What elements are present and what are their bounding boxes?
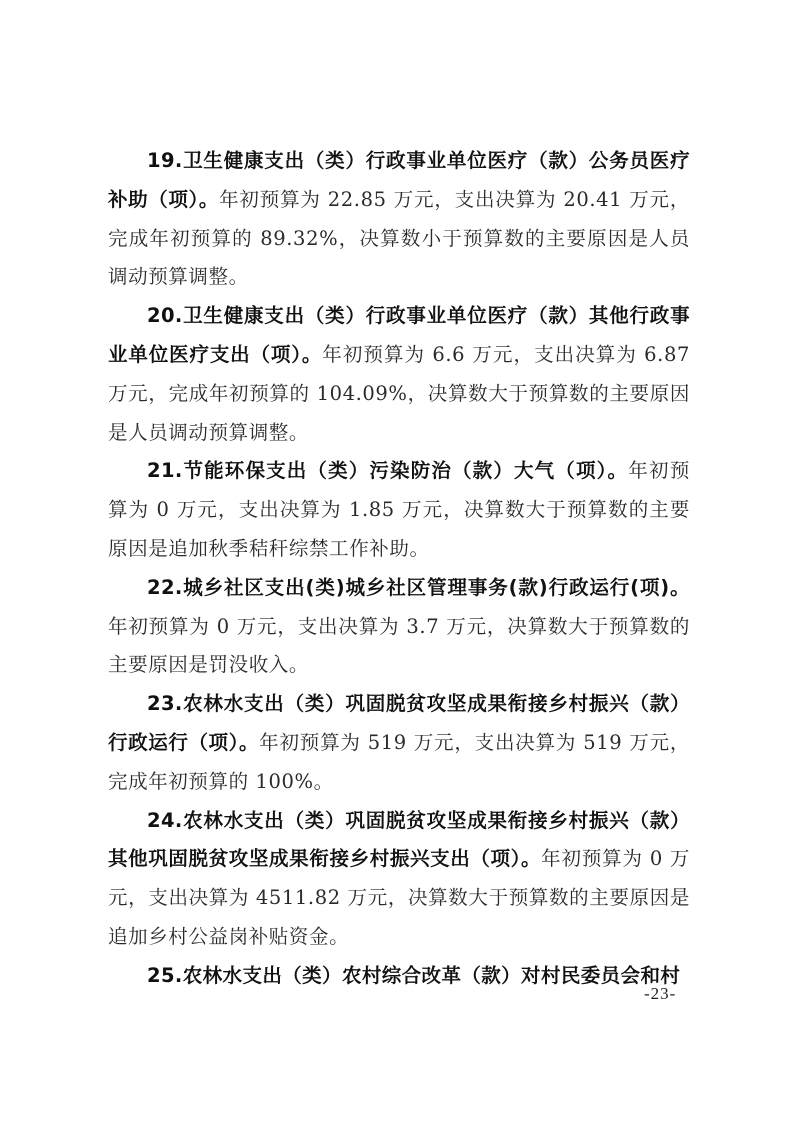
paragraph-24 [108,802,690,957]
item-text: 年初预算为 22.85 万元，支出决算为 20.41 万元，完成年初预算的 89.32%，决算数小于预算数的主要原因是人员调动预算调整。 [108,187,690,289]
item-heading: 25.农林水支出（类）农村综合改革（款）对村民委员会和村 [147,963,681,987]
item-text: 年初预算为 519 万元，支出决算为 519 万元，完成年初预算的 100%。 [108,730,690,793]
item-text: 年初预算为 0 万元，支出决算为 3.7 万元，决算数大于预算数的主要原因是罚没收入。 [108,614,690,677]
item-heading: 23.农林水支出（类）巩固脱贫攻坚成果衔接乡村振兴（款）行政运行（项）。 [108,692,690,754]
paragraph-23 [108,685,690,801]
paragraph-21 [108,452,690,568]
item-heading: 20.卫生健康支出（类）行政事业单位医疗（款）其他行政事业单位医疗支出（项）。 [108,304,690,366]
page-number: -23- [644,984,677,1003]
item-heading: 24.农林水支出（类）巩固脱贫攻坚成果衔接乡村振兴（款）其他巩固脱贫攻坚成果衔接乡村振兴支出（项）。 [108,808,690,871]
paragraph-20 [108,297,690,452]
paragraph-22 [108,569,690,685]
item-text: 年初预算为 0 万元，支出决算为 4511.82 万元，决算数大于预算数的主要原因是追加乡村公益岗补贴资金。 [108,847,690,948]
item-heading: 22.城乡社区支出(类)城乡社区管理事务(款)行政运行(项)。 [147,575,690,599]
paragraph-19 [108,142,690,297]
paragraph-25 [108,957,690,996]
item-heading: 21.节能环保支出（类）污染防治（款）大气（项）。 [147,459,629,483]
item-text: 年初预算为 0 万元，支出决算为 1.85 万元，决算数大于预算数的主要原因是追加秋季秸秆综禁工作补助。 [108,459,690,560]
document-body [108,142,690,996]
item-heading: 19.卫生健康支出（类）行政事业单位医疗（款）公务员医疗补助（项）。 [108,149,690,211]
item-text: 年初预算为 6.6 万元，支出决算为 6.87 万元，完成年初预算的 104.09%，决算数大于预算数的主要原因是人员调动预算调整。 [108,342,690,444]
